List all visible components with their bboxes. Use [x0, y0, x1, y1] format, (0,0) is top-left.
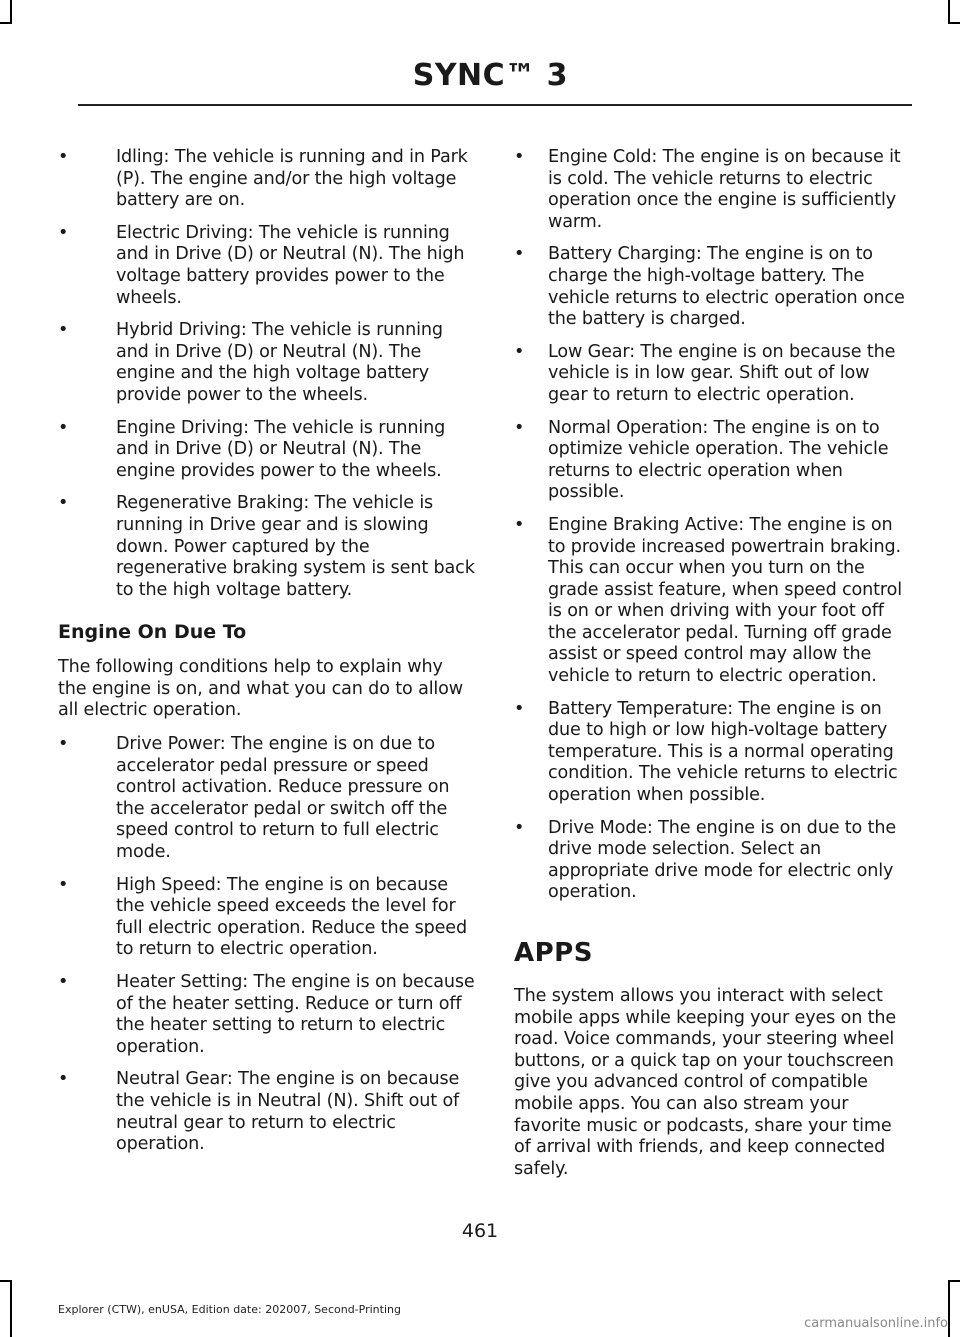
engine-on-list [58, 734, 476, 1156]
list-item: • Electric Driving: The vehicle is running and in Drive (D) or Neutral (N). The high voltage battery provides power to the wheels. [58, 222, 465, 308]
engine-on-list-continued [514, 147, 912, 904]
bullet-icon: • [58, 1069, 69, 1090]
bullet-icon: • [58, 222, 69, 243]
crop-mark-bottom-right-v [948, 1280, 950, 1337]
right-column [514, 147, 912, 1192]
bullet-icon: • [58, 972, 69, 992]
bullet-icon: • [514, 817, 525, 838]
list-item: • Battery Charging: The engine is on to charge the high-voltage battery. The vehicle returns to electric operation once the battery is charged. [514, 244, 905, 330]
bullet-icon: • [514, 147, 525, 167]
bullet-icon: • [58, 320, 69, 341]
bullet-icon: • [58, 493, 69, 514]
bullet-icon: • [514, 341, 525, 362]
list-item: • Engine Driving: The vehicle is running and in Drive (D) or Neutral (N). The engine provides power to the wheels. [58, 417, 446, 481]
crop-mark-top-left-h [0, 22, 12, 24]
crop-mark-bottom-left-h [0, 1280, 12, 1282]
list-item: • Heater Setting: The engine is on because of the heater setting. Reduce or turn off the heater setting to return to electric operation. [58, 972, 475, 1057]
bullet-icon: • [514, 244, 525, 265]
list-item: • High Speed: The engine is on because the vehicle speed exceeds the level for full electric operation. Reduce the speed to return to electric operation. [58, 874, 467, 960]
list-item: • Drive Mode: The engine is on due to the drive mode selection. Select an appropriate drive mode for electric only operation. [514, 817, 897, 903]
footer-edition-info: Explorer (CTW), enUSA, Edition date: 202007, Second-Printing [58, 1303, 401, 1316]
crop-mark-bottom-right-h [948, 1280, 960, 1282]
list-item: • Battery Temperature: The engine is on due to high or low high-voltage battery temperature. This is a normal operating condition. The vehicle returns to electric operation when possible. [514, 698, 898, 806]
apps-paragraph: The system allows you interact with select mobile apps while keeping your eyes on the road. Voice commands, your steering wheel buttons, or a quick tap on your touchscreen give you advanced control of compatible mobile apps. You can also stream your favorite music or podcasts, share your time of arrival with friends, and keep connected safely. [514, 986, 897, 1179]
list-item: • Engine Cold: The engine is on because it is cold. The vehicle returns to electric operation once the engine is sufficiently warm. [514, 147, 901, 232]
list-item: • Idling: The vehicle is running and in Park (P). The engine and/or the high voltage battery are on. [58, 147, 468, 211]
bullet-icon: • [514, 417, 525, 438]
list-item: • Low Gear: The engine is on because the vehicle is in low gear. Shift out of low gear to return to electric operation. [514, 341, 896, 405]
list-item: • Drive Power: The engine is on due to accelerator pedal pressure or speed control activation. Reduce pressure on the accelerator pedal or switch off the speed control to return to full electric mode. [58, 734, 450, 863]
list-item: • Hybrid Driving: The vehicle is running and in Drive (D) or Neutral (N). The engine and the high voltage battery provide power to the wheels. [58, 320, 443, 405]
section-heading: Engine On Due To [58, 621, 247, 644]
crop-mark-bottom-left-v [10, 1280, 12, 1337]
apps-section-title: APPS [514, 938, 593, 968]
header-divider [78, 104, 912, 106]
bullet-icon: • [58, 874, 69, 895]
bullet-icon: • [514, 514, 525, 535]
bullet-icon: • [58, 147, 69, 167]
bullet-icon: • [58, 734, 69, 755]
crop-mark-top-left-v [10, 0, 12, 22]
list-item: • Engine Braking Active: The engine is on to provide increased powertrain braking. This can occur when you turn on the grade assist feature, when speed control is on or when driving with your foot off the accelerator pedal. Turning off grade assist or speed control may allow the vehicle to return to electric operation. [514, 514, 902, 687]
crop-mark-top-right-v [948, 0, 950, 22]
page-number: 461 [461, 1220, 499, 1242]
crop-mark-top-right-h [948, 22, 960, 24]
watermark: carmanualsonline.info [804, 1316, 948, 1331]
left-column [58, 147, 476, 1167]
bullet-icon: • [58, 417, 69, 438]
intro-paragraph: The following conditions help to explain why the engine is on, and what you can do to allow all electric operation. [58, 657, 464, 721]
list-item: • Neutral Gear: The engine is on because the vehicle is in Neutral (N). Shift out of neutral gear to return to electric operation. [58, 1069, 460, 1155]
mode-list [58, 147, 476, 601]
list-item: • Regenerative Braking: The vehicle is running in Drive gear and is slowing down. Power captured by the regenerative braking system is sent back to the high voltage battery. [58, 493, 475, 600]
list-item: • Normal Operation: The engine is on to optimize vehicle operation. The vehicle returns to electric operation when possible. [514, 417, 889, 503]
bullet-icon: • [514, 698, 525, 719]
page-header-title: SYNC™ 3 [412, 58, 568, 93]
